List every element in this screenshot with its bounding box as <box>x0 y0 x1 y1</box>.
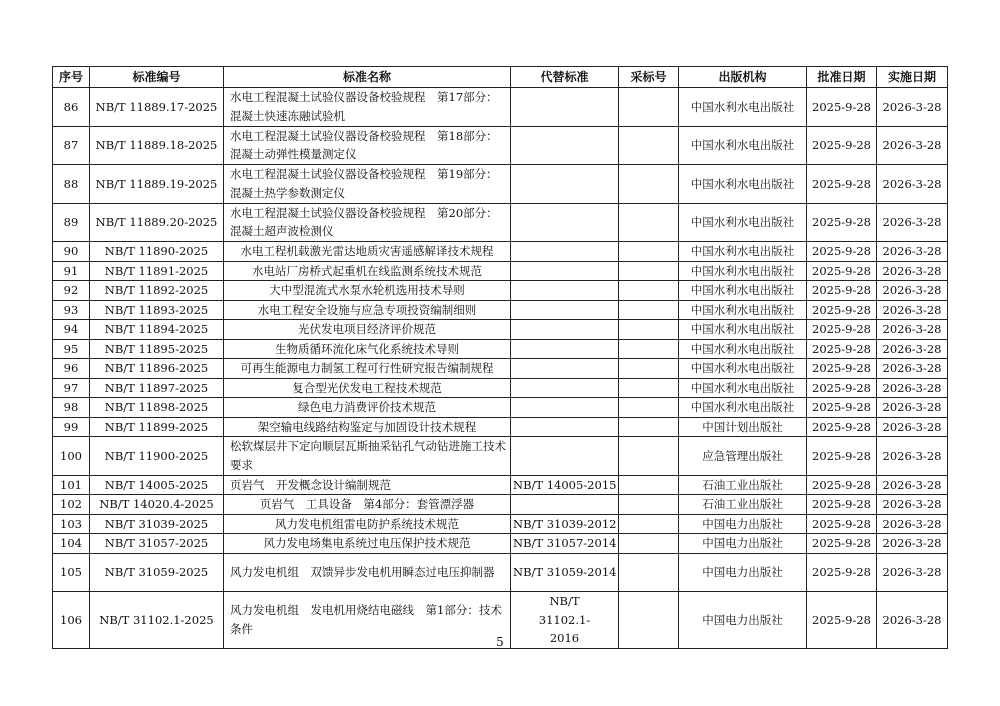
cell-no: 97 <box>53 378 90 398</box>
cell-no: 105 <box>53 553 90 592</box>
cell-approved: 2025-9-28 <box>807 261 877 281</box>
cell-adopted <box>619 339 679 359</box>
cell-replaces <box>511 203 619 242</box>
cell-code: NB/T 11889.17-2025 <box>90 88 224 127</box>
cell-no: 88 <box>53 165 90 204</box>
table-row <box>53 300 948 320</box>
cell-approved: 2025-9-28 <box>807 281 877 301</box>
cell-code: NB/T 11897-2025 <box>90 378 224 398</box>
cell-replaces <box>511 339 619 359</box>
table-body <box>53 88 948 649</box>
cell-publisher: 中国水利水电出版社 <box>679 378 807 398</box>
cell-approved: 2025-9-28 <box>807 126 877 165</box>
table-row <box>53 281 948 301</box>
cell-name: 架空输电线路结构鉴定与加固设计技术规程 <box>224 417 511 437</box>
cell-name: 页岩气 工具设备 第4部分：套管漂浮器 <box>224 495 511 515</box>
cell-effective: 2026-3-28 <box>877 378 948 398</box>
cell-publisher: 中国水利水电出版社 <box>679 359 807 379</box>
cell-publisher: 中国水利水电出版社 <box>679 339 807 359</box>
cell-adopted <box>619 88 679 127</box>
cell-code: NB/T 11895-2025 <box>90 339 224 359</box>
cell-effective: 2026-3-28 <box>877 475 948 495</box>
cell-code: NB/T 11894-2025 <box>90 320 224 340</box>
cell-publisher: 中国水利水电出版社 <box>679 398 807 418</box>
cell-publisher: 应急管理出版社 <box>679 437 807 476</box>
cell-effective: 2026-3-28 <box>877 320 948 340</box>
cell-publisher: 中国水利水电出版社 <box>679 300 807 320</box>
cell-adopted <box>619 242 679 262</box>
table-row <box>53 165 948 204</box>
cell-replaces <box>511 359 619 379</box>
cell-publisher: 中国电力出版社 <box>679 553 807 592</box>
cell-name: 光伏发电项目经济评价规范 <box>224 320 511 340</box>
cell-approved: 2025-9-28 <box>807 88 877 127</box>
table-row <box>53 261 948 281</box>
cell-replaces: NB/T 31059-2014 <box>511 553 619 592</box>
cell-code: NB/T 11896-2025 <box>90 359 224 379</box>
standards-table <box>52 66 948 649</box>
cell-effective: 2026-3-28 <box>877 398 948 418</box>
cell-effective: 2026-3-28 <box>877 359 948 379</box>
cell-no: 92 <box>53 281 90 301</box>
cell-adopted <box>619 281 679 301</box>
cell-no: 100 <box>53 437 90 476</box>
cell-name: 水电站厂房桥式起重机在线监测系统技术规范 <box>224 261 511 281</box>
cell-approved: 2025-9-28 <box>807 300 877 320</box>
table-row <box>53 339 948 359</box>
cell-code: NB/T 31102.1-2025 <box>90 592 224 649</box>
header-no: 序号 <box>53 67 90 88</box>
cell-name: 生物质循环流化床气化系统技术导则 <box>224 339 511 359</box>
table-row <box>53 495 948 515</box>
cell-adopted <box>619 300 679 320</box>
cell-name: 风力发电场集电系统过电压保护技术规范 <box>224 534 511 554</box>
table-row <box>53 417 948 437</box>
cell-effective: 2026-3-28 <box>877 126 948 165</box>
header-effective: 实施日期 <box>877 67 948 88</box>
cell-adopted <box>619 417 679 437</box>
table-row <box>53 378 948 398</box>
cell-publisher: 中国电力出版社 <box>679 514 807 534</box>
cell-publisher: 中国水利水电出版社 <box>679 203 807 242</box>
cell-publisher: 中国计划出版社 <box>679 417 807 437</box>
cell-approved: 2025-9-28 <box>807 495 877 515</box>
cell-effective: 2026-3-28 <box>877 203 948 242</box>
cell-publisher: 中国水利水电出版社 <box>679 88 807 127</box>
cell-approved: 2025-9-28 <box>807 553 877 592</box>
cell-effective: 2026-3-28 <box>877 592 948 649</box>
cell-replaces <box>511 495 619 515</box>
cell-replaces <box>511 126 619 165</box>
cell-effective: 2026-3-28 <box>877 281 948 301</box>
cell-replaces: NB/T 31039-2012 <box>511 514 619 534</box>
cell-adopted <box>619 378 679 398</box>
cell-adopted <box>619 534 679 554</box>
cell-effective: 2026-3-28 <box>877 495 948 515</box>
header-approved: 批准日期 <box>807 67 877 88</box>
cell-replaces <box>511 378 619 398</box>
cell-no: 101 <box>53 475 90 495</box>
header-adopted: 采标号 <box>619 67 679 88</box>
cell-adopted <box>619 165 679 204</box>
cell-adopted <box>619 553 679 592</box>
cell-effective: 2026-3-28 <box>877 88 948 127</box>
cell-effective: 2026-3-28 <box>877 242 948 262</box>
header-publisher: 出版机构 <box>679 67 807 88</box>
cell-effective: 2026-3-28 <box>877 514 948 534</box>
cell-code: NB/T 11889.20-2025 <box>90 203 224 242</box>
cell-effective: 2026-3-28 <box>877 300 948 320</box>
cell-no: 104 <box>53 534 90 554</box>
cell-no: 89 <box>53 203 90 242</box>
cell-code: NB/T 11899-2025 <box>90 417 224 437</box>
cell-publisher: 石油工业出版社 <box>679 475 807 495</box>
cell-adopted <box>619 398 679 418</box>
cell-publisher: 石油工业出版社 <box>679 495 807 515</box>
cell-no: 87 <box>53 126 90 165</box>
cell-name: 水电工程混凝土试验仪器设备校验规程 第17部分：混凝土快速冻融试验机 <box>224 88 511 127</box>
cell-replaces <box>511 300 619 320</box>
table-row <box>53 126 948 165</box>
cell-name: 水电工程混凝土试验仪器设备校验规程 第20部分：混凝土超声波检测仪 <box>224 203 511 242</box>
cell-approved: 2025-9-28 <box>807 339 877 359</box>
cell-code: NB/T 31039-2025 <box>90 514 224 534</box>
cell-adopted <box>619 359 679 379</box>
cell-approved: 2025-9-28 <box>807 378 877 398</box>
cell-code: NB/T 11890-2025 <box>90 242 224 262</box>
cell-replaces <box>511 242 619 262</box>
cell-name: 复合型光伏发电工程技术规范 <box>224 378 511 398</box>
table-row <box>53 320 948 340</box>
cell-no: 103 <box>53 514 90 534</box>
table-row <box>53 203 948 242</box>
cell-replaces: NB/T 14005-2015 <box>511 475 619 495</box>
cell-name: 风力发电机组 双馈异步发电机用瞬态过电压抑制器 <box>224 553 511 592</box>
table-row <box>53 242 948 262</box>
cell-name: 绿色电力消费评价技术规范 <box>224 398 511 418</box>
cell-replaces <box>511 165 619 204</box>
cell-publisher: 中国水利水电出版社 <box>679 261 807 281</box>
cell-publisher: 中国水利水电出版社 <box>679 281 807 301</box>
cell-adopted <box>619 437 679 476</box>
header-code: 标准编号 <box>90 67 224 88</box>
cell-effective: 2026-3-28 <box>877 534 948 554</box>
cell-adopted <box>619 514 679 534</box>
cell-code: NB/T 11889.19-2025 <box>90 165 224 204</box>
cell-code: NB/T 11893-2025 <box>90 300 224 320</box>
cell-no: 94 <box>53 320 90 340</box>
cell-code: NB/T 14005-2025 <box>90 475 224 495</box>
cell-code: NB/T 31059-2025 <box>90 553 224 592</box>
cell-name: 水电工程机载激光雷达地质灾害遥感解译技术规程 <box>224 242 511 262</box>
cell-adopted <box>619 126 679 165</box>
cell-no: 93 <box>53 300 90 320</box>
cell-replaces: NB/T 31057-2014 <box>511 534 619 554</box>
cell-effective: 2026-3-28 <box>877 553 948 592</box>
cell-effective: 2026-3-28 <box>877 417 948 437</box>
cell-approved: 2025-9-28 <box>807 592 877 649</box>
cell-code: NB/T 14020.4-2025 <box>90 495 224 515</box>
cell-approved: 2025-9-28 <box>807 417 877 437</box>
cell-adopted <box>619 203 679 242</box>
cell-effective: 2026-3-28 <box>877 339 948 359</box>
cell-approved: 2025-9-28 <box>807 398 877 418</box>
table-row <box>53 475 948 495</box>
cell-name: 水电工程混凝土试验仪器设备校验规程 第19部分：混凝土热学参数测定仪 <box>224 165 511 204</box>
table-row <box>53 553 948 592</box>
cell-no: 99 <box>53 417 90 437</box>
cell-name: 水电工程混凝土试验仪器设备校验规程 第18部分：混凝土动弹性模量测定仪 <box>224 126 511 165</box>
cell-approved: 2025-9-28 <box>807 165 877 204</box>
cell-replaces <box>511 417 619 437</box>
table-row <box>53 88 948 127</box>
cell-effective: 2026-3-28 <box>877 437 948 476</box>
cell-replaces <box>511 320 619 340</box>
cell-publisher: 中国电力出版社 <box>679 534 807 554</box>
cell-name: 水电工程安全设施与应急专项投资编制细则 <box>224 300 511 320</box>
cell-name: 风力发电机组 发电机用烧结电磁线 第1部分：技术条件 <box>224 592 511 649</box>
cell-approved: 2025-9-28 <box>807 242 877 262</box>
cell-publisher: 中国电力出版社 <box>679 592 807 649</box>
page-number: 5 <box>496 635 504 649</box>
cell-approved: 2025-9-28 <box>807 534 877 554</box>
cell-replaces <box>511 261 619 281</box>
cell-code: NB/T 11889.18-2025 <box>90 126 224 165</box>
cell-publisher: 中国水利水电出版社 <box>679 165 807 204</box>
cell-name: 大中型混流式水泵水轮机选用技术导则 <box>224 281 511 301</box>
cell-publisher: 中国水利水电出版社 <box>679 242 807 262</box>
cell-name: 页岩气 开发概念设计编制规范 <box>224 475 511 495</box>
cell-name: 松软煤层井下定向顺层瓦斯抽采钻孔气动钻进施工技术要求 <box>224 437 511 476</box>
cell-adopted <box>619 320 679 340</box>
cell-replaces: NB/T 31102.1-2016 <box>511 592 619 649</box>
cell-publisher: 中国水利水电出版社 <box>679 320 807 340</box>
cell-no: 102 <box>53 495 90 515</box>
header-name: 标准名称 <box>224 67 511 88</box>
cell-effective: 2026-3-28 <box>877 165 948 204</box>
cell-publisher: 中国水利水电出版社 <box>679 126 807 165</box>
cell-effective: 2026-3-28 <box>877 261 948 281</box>
cell-code: NB/T 31057-2025 <box>90 534 224 554</box>
cell-no: 106 <box>53 592 90 649</box>
cell-no: 86 <box>53 88 90 127</box>
table-row <box>53 534 948 554</box>
cell-adopted <box>619 475 679 495</box>
cell-adopted <box>619 261 679 281</box>
cell-no: 98 <box>53 398 90 418</box>
cell-adopted <box>619 495 679 515</box>
cell-replaces <box>511 437 619 476</box>
cell-code: NB/T 11891-2025 <box>90 261 224 281</box>
cell-approved: 2025-9-28 <box>807 475 877 495</box>
cell-approved: 2025-9-28 <box>807 320 877 340</box>
cell-replaces <box>511 281 619 301</box>
cell-replaces <box>511 398 619 418</box>
cell-code: NB/T 11892-2025 <box>90 281 224 301</box>
table-header-row <box>53 67 948 88</box>
cell-approved: 2025-9-28 <box>807 514 877 534</box>
table-row <box>53 437 948 476</box>
cell-code: NB/T 11900-2025 <box>90 437 224 476</box>
cell-name: 可再生能源电力制氢工程可行性研究报告编制规程 <box>224 359 511 379</box>
cell-approved: 2025-9-28 <box>807 359 877 379</box>
cell-code: NB/T 11898-2025 <box>90 398 224 418</box>
cell-no: 90 <box>53 242 90 262</box>
cell-name: 风力发电机组雷电防护系统技术规范 <box>224 514 511 534</box>
cell-no: 95 <box>53 339 90 359</box>
cell-approved: 2025-9-28 <box>807 437 877 476</box>
table-row <box>53 398 948 418</box>
table-row <box>53 514 948 534</box>
header-replaces: 代替标准 <box>511 67 619 88</box>
table-row <box>53 359 948 379</box>
cell-no: 96 <box>53 359 90 379</box>
cell-replaces <box>511 88 619 127</box>
cell-no: 91 <box>53 261 90 281</box>
cell-approved: 2025-9-28 <box>807 203 877 242</box>
